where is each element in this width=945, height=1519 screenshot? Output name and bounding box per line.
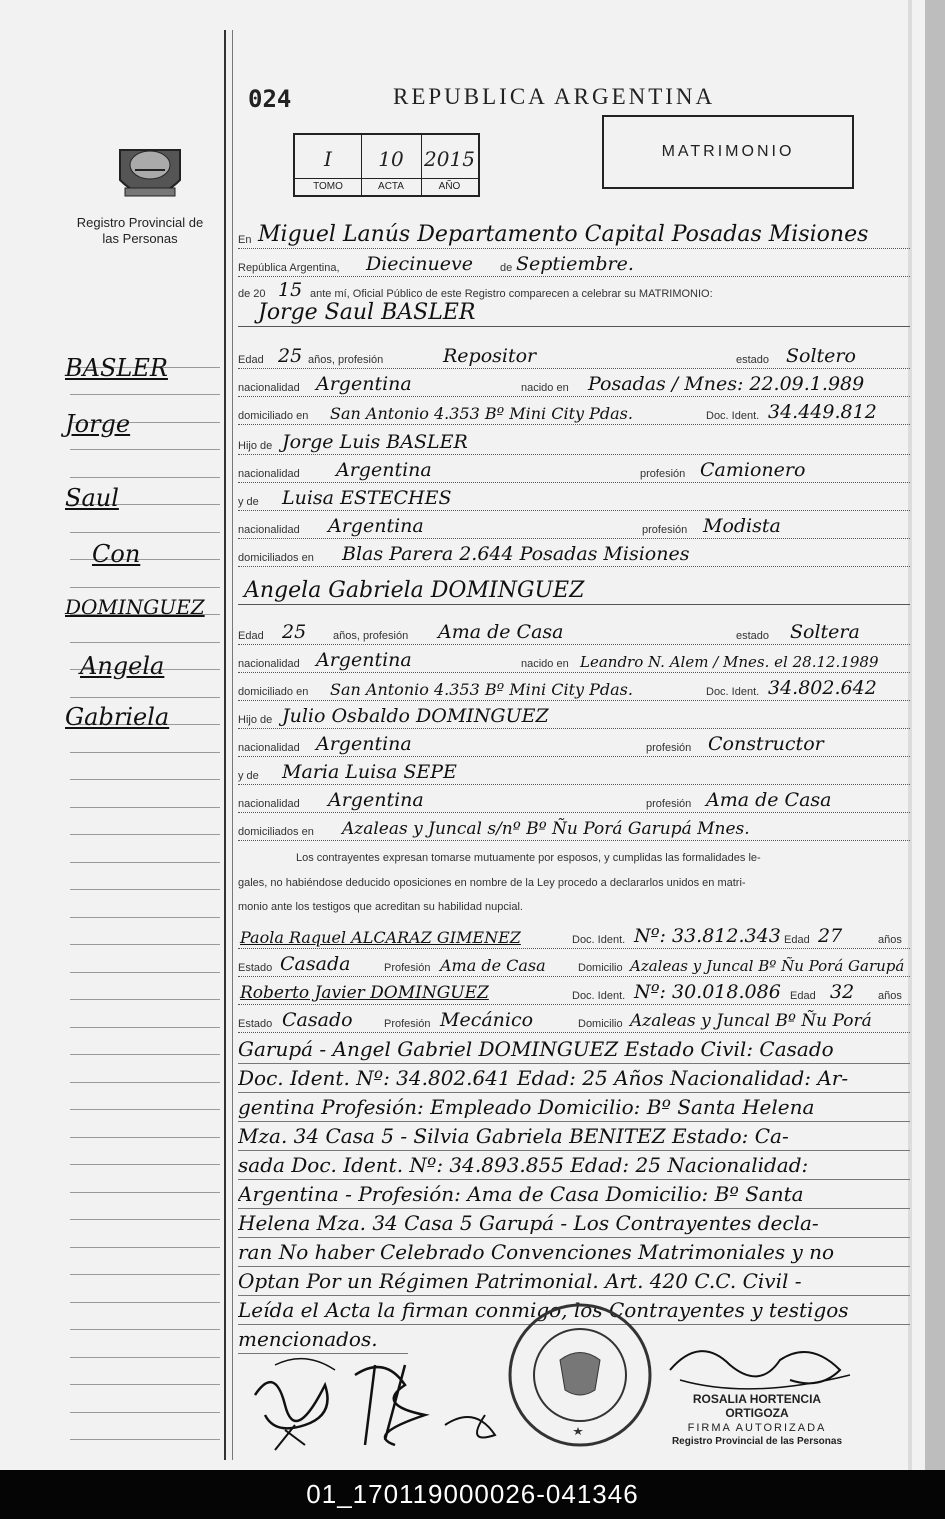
official-office: Registro Provincial de las Personas bbox=[671, 1436, 843, 1447]
declaration-line: gales, no habiéndose deducido oposiciones en nombre de la Ley procedo a declararlos unidos en matri- bbox=[238, 877, 746, 889]
witness-2-details-row: Estado Casado Profesión Mecánico Domicilio Azaleas y Juncal Bº Ñu Porá bbox=[238, 1006, 910, 1033]
groom-parents-address-row: domiciliados en Blas Parera 2.644 Posadas Misiones bbox=[238, 540, 910, 567]
bride-nationality-row: nacionalidad Argentina nacido en Leandro N. Alem / Mnes. el 28.12.1989 bbox=[238, 646, 910, 673]
ref-cell-acta: 10 ACTA bbox=[361, 135, 422, 195]
folio-number: 024 bbox=[248, 85, 292, 113]
official-title: FIRMA AUTORIZADA bbox=[687, 1422, 827, 1434]
province-seal-icon bbox=[110, 130, 190, 215]
bride-mother-nat-row: nacionalidad Argentina profesión Ama de Casa bbox=[238, 786, 910, 813]
margin-rule-secondary bbox=[232, 30, 233, 1460]
official-signature-icon bbox=[660, 1330, 860, 1400]
declaration-line: monio ante los testigos que acreditan su habilidad nupcial. bbox=[238, 901, 523, 913]
groom-mother-row: y de Luisa ESTECHES bbox=[238, 484, 910, 511]
groom-age-row: Edad 25 años, profesión Repositor estado Soltero bbox=[238, 342, 910, 369]
ref-cell-tomo: I TOMO bbox=[295, 135, 362, 195]
act-type-box: MATRIMONIO bbox=[602, 115, 854, 189]
continuation-line: mencionados. bbox=[238, 1326, 408, 1354]
margin-note: BASLER bbox=[65, 354, 168, 382]
margin-note: Gabriela bbox=[65, 703, 170, 731]
continuation-line: Doc. Ident. Nº: 34.802.641 Edad: 25 Años Nacionalidad: Ar- bbox=[238, 1065, 910, 1093]
witness-1-row: Paola Raquel ALCARAZ GIMENEZ Doc. Ident. Nº: 33.812.343 Edad 27 años bbox=[238, 922, 910, 949]
continuation-line: Garupá - Angel Gabriel DOMINGUEZ Estado Civil: Casado bbox=[238, 1036, 910, 1064]
bride-address-row: domiciliado en San Antonio 4.353 Bº Mini City Pdas. Doc. Ident. 34.802.642 bbox=[238, 674, 910, 701]
groom-name-row: Jorge Saul BASLER bbox=[238, 300, 910, 327]
scan-id-footer: 01_170119000026-041346 bbox=[0, 1470, 945, 1519]
ref-cell-ano: 2015 AÑO bbox=[421, 135, 478, 195]
groom-nationality-row: nacionalidad Argentina nacido en Posadas / Mnes: 22.09.1.989 bbox=[238, 370, 910, 397]
witness-2-row: Roberto Javier DOMINGUEZ Doc. Ident. Nº: 30.018.086 Edad 32 años bbox=[238, 978, 910, 1005]
continuation-line: sada Doc. Ident. Nº: 34.893.855 Edad: 25 Nacionalidad: bbox=[238, 1152, 910, 1180]
official-name: ROSALIA HORTENCIA ORTIGOZA bbox=[692, 1392, 822, 1420]
groom-mother-nat-row: nacionalidad Argentina profesión Modista bbox=[238, 512, 910, 539]
signature-scribbles-icon bbox=[245, 1345, 505, 1455]
date-row: República Argentina, Diecinueve de Septiembre. bbox=[238, 250, 910, 277]
bride-father-row: Hijo de Julio Osbaldo DOMINGUEZ bbox=[238, 702, 910, 729]
bride-parents-address-row: domiciliados en Azaleas y Juncal s/nº Bº Ñu Porá Garupá Mnes. bbox=[238, 814, 910, 841]
margin-note: DOMINGUEZ bbox=[65, 595, 205, 619]
year-row: de 20 15 ante mí, Oficial Público de este Registro comparecen a celebrar su MATRIMONIO: bbox=[238, 279, 713, 301]
groom-father-row: Hijo de Jorge Luis BASLER bbox=[238, 428, 910, 455]
continuation-line: Leída el Acta la firman conmigo, los Contrayentes y testigos bbox=[238, 1297, 910, 1325]
act-reference-box bbox=[293, 133, 480, 197]
margin-note: Angela bbox=[80, 652, 165, 680]
registry-round-stamp-icon bbox=[505, 1300, 655, 1450]
declaration-line: Los contrayentes expresan tomarse mutuamente por esposos, y cumplidas las formalidades le- bbox=[296, 852, 761, 864]
margin-note: Saul bbox=[65, 484, 119, 512]
groom-address-row: domiciliado en San Antonio 4.353 Bº Mini City Pdas. Doc. Ident. 34.449.812 bbox=[238, 398, 910, 425]
country-title: REPUBLICA ARGENTINA bbox=[393, 84, 716, 109]
page-edge bbox=[925, 0, 945, 1470]
continuation-line: Argentina - Profesión: Ama de Casa Domicilio: Bº Santa bbox=[238, 1181, 910, 1209]
margin-note: Con bbox=[92, 540, 141, 568]
bride-father-nat-row: nacionalidad Argentina profesión Constructor bbox=[238, 730, 910, 757]
continuation-line: gentina Profesión: Empleado Domicilio: Bº Santa Helena bbox=[238, 1094, 910, 1122]
margin-note: Jorge bbox=[65, 410, 131, 438]
bride-mother-row: y de Maria Luisa SEPE bbox=[238, 758, 910, 785]
continuation-line: Optan Por un Régimen Patrimonial. Art. 420 C.C. Civil - bbox=[238, 1268, 910, 1296]
witness-1-details-row: Estado Casada Profesión Ama de Casa Domicilio Azaleas y Juncal Bº Ñu Porá Garupá bbox=[238, 950, 910, 977]
continuation-line: ran No haber Celebrado Convenciones Matrimoniales y no bbox=[238, 1239, 910, 1267]
continuation-line: Mza. 34 Casa 5 - Silvia Gabriela BENITEZ Estado: Ca- bbox=[238, 1123, 910, 1151]
official-stamp bbox=[662, 1392, 852, 1447]
place-row: En Miguel Lanús Departamento Capital Posadas Misiones bbox=[238, 222, 910, 249]
registry-name: Registro Provincial de las Personas bbox=[76, 215, 204, 246]
bride-name-row: Angela Gabriela DOMINGUEZ bbox=[238, 578, 910, 605]
margin-rule bbox=[224, 30, 226, 1460]
continuation-line: Helena Mza. 34 Casa 5 Garupá - Los Contrayentes decla- bbox=[238, 1210, 910, 1238]
bride-age-row: Edad 25 años, profesión Ama de Casa estado Soltera bbox=[238, 618, 910, 645]
groom-father-nat-row: nacionalidad Argentina profesión Camionero bbox=[238, 456, 910, 483]
